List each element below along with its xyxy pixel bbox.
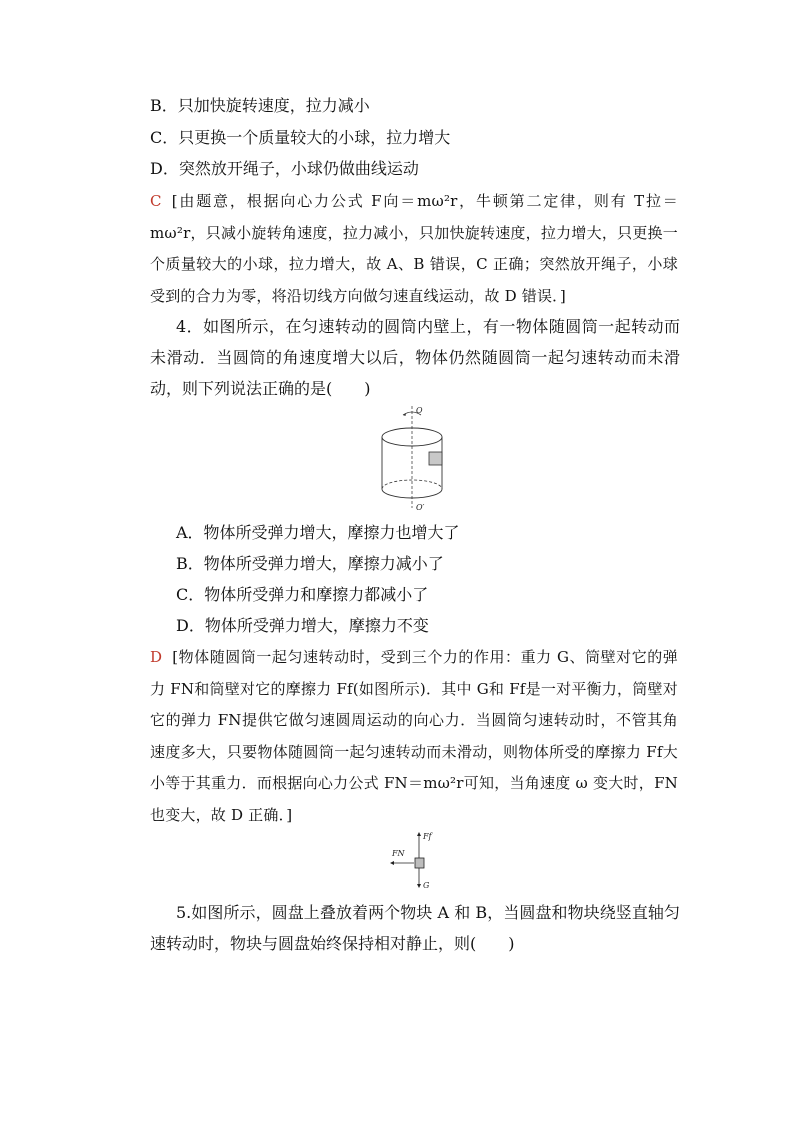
explanation-4-text: [物体随圆筒一起匀速转动时，受到三个力的作用：重力 G、筒壁对它的弹力 FN和筒壁对它的摩擦力 Ff(如图所示)．其中 G和 Ff是一对平衡力，筒壁对它的弹力 FN提供它做匀速圆周运动的向心力．当圆筒匀速转动时，不管其角速度多大，只要物体随圆筒一起匀速转动而未滑动，则物体所受的摩擦力 Ff大小等于其重力．而根据向心力公式 FN＝mω²r可知，当角速度 ω 变大时，FN也变大，故 D 正确．] [150,648,678,824]
normal-force-arrow-head [390,861,394,865]
object-block [429,452,442,465]
explanation-4 [150,642,678,831]
answer-letter-4: D [150,648,163,666]
friction-arrow-head [417,832,421,836]
explanation-3 [150,186,678,312]
option-d-prev: D．突然放开绳子，小球仍做曲线运动 [150,159,419,178]
option-b: B．物体所受弹力增大，摩擦力减小了 [176,554,444,573]
option-c: C．物体所受弹力和摩擦力都减小了 [176,585,429,604]
axis-label-bottom: O′ [416,503,425,512]
answer-letter-3: C [150,192,162,210]
explanation-3-text: [由题意，根据向心力公式 F向＝mω²r，牛顿第二定律，则有 T拉＝mω²r，只减小旋转角速度，拉力减小，只加快旋转速度，拉力增大，只更换一个质量较大的小球，拉力增大，故 A、B 错误，C 正确；突然放开绳子，小球受到的合力为零，将沿切线方向做匀速直线运动，故 D 错误．] [150,192,678,305]
normal-force-label: FN [392,849,405,858]
cylinder-figure [372,404,452,512]
axis-label-top: O [416,406,423,415]
option-c-prev: C．只更换一个质量较大的小球，拉力增大 [150,128,451,147]
gravity-arrow-head [417,884,421,888]
block [415,858,424,868]
option-b-prev: B．只加快旋转速度，拉力减小 [150,96,370,115]
gravity-label: G [423,881,430,890]
question-4-stem: 4．如图所示，在匀速转动的圆筒内壁上，有一物体随圆筒一起转动而未滑动．当圆筒的角速度增大以后，物体仍然随圆筒一起匀速转动而未滑动，则下列说法正确的是( ) [150,317,680,398]
option-a: A．物体所受弹力增大，摩擦力也增大了 [176,523,460,542]
option-d: D．物体所受弹力增大，摩擦力不变 [176,616,429,635]
force-diagram [384,830,440,892]
friction-label: Ff [423,832,432,841]
question-5-stem: 5.如图所示，圆盘上叠放着两个物块 A 和 B，当圆盘和物块绕竖直轴匀速转动时，物块与圆盘始终保持相对静止，则( ) [150,903,680,953]
